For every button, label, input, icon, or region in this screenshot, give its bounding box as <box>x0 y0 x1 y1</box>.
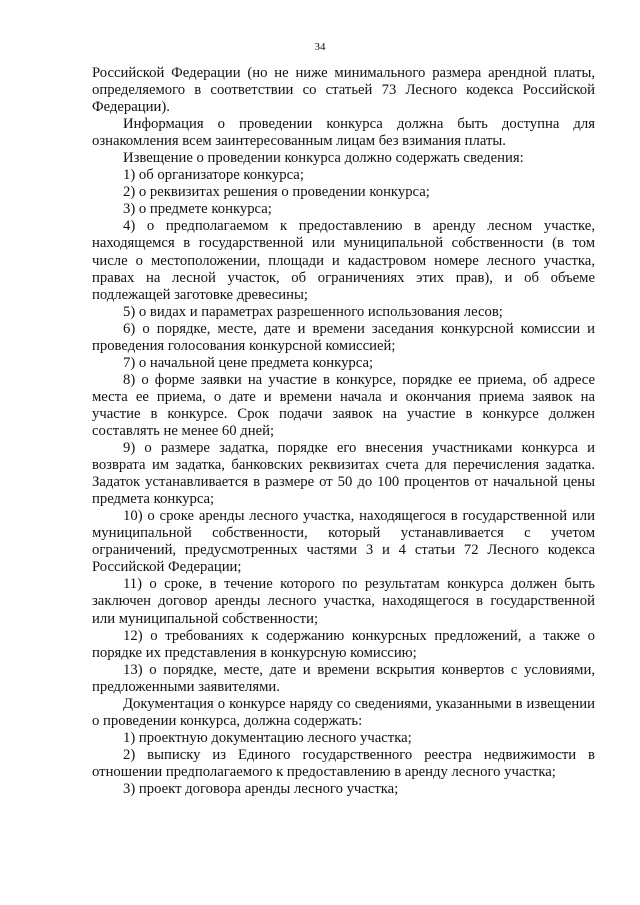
paragraph: Информация о проведении конкурса должна быть доступна для ознакомления всем заинтересованным лицам без взимания платы. <box>92 116 595 150</box>
list-item: 10) о сроке аренды лесного участка, находящегося в государственной или муниципальной собственности, который устанавливается с учетом ограничений, предусмотренных частями 3 и 4 статьи 72 Лесного кодекса Российской Федерации; <box>92 508 595 576</box>
list-item: 1) об организаторе конкурса; <box>123 167 304 184</box>
page-number: 34 <box>314 41 326 53</box>
list-item: 5) о видах и параметрах разрешенного использования лесов; <box>123 303 503 320</box>
list-item: 3) проект договора аренды лесного участка; <box>123 780 399 797</box>
list-item: 1) проектную документацию лесного участка; <box>123 729 412 746</box>
list-item: 8) о форме заявки на участие в конкурсе, порядке ее приема, об адресе места ее приема, о дате и времени начала и окончания приема заявок на участие в конкурсе. Срок подачи заявок на участие в конкурсе должен составлять не менее 60 дней; <box>92 371 595 439</box>
list-item: 2) о реквизитах решения о проведении конкурса; <box>123 184 430 201</box>
list-item: 9) о размере задатка, порядке его внесения участниками конкурса и возврата им задатка, банковских реквизитах счета для перечисления задатка. Задаток устанавливается в размере от 50 до 100 процентов от начальной цены предмета конкурса; <box>92 440 595 508</box>
list-item: 12) о требованиях к содержанию конкурсных предложений, а также о порядке их представления в конкурсную комиссию; <box>92 627 595 661</box>
list-item: 6) о порядке, месте, дате и времени заседания конкурсной комиссии и проведения голосования конкурсной комиссией; <box>92 320 595 354</box>
paragraph: Извещение о проведении конкурса должно содержать сведения: <box>123 150 524 167</box>
paragraph-continuation: Российской Федерации (но не ниже минимального размера арендной платы, определяемого в соответствии со статьей 73 Лесного кодекса Российской Федерации). <box>92 65 595 116</box>
list-item: 7) о начальной цене предмета конкурса; <box>123 354 374 371</box>
list-item: 4) о предполагаемом к предоставлению в аренду лесном участке, находящемся в государственной или муниципальной собственности (в том числе о местоположении, площади и кадастровом номере лесного участка, правах на лесной участок, об ограничениях этих прав), и об объеме подлежащей заготовке древесины; <box>92 218 595 303</box>
list-item: 3) о предмете конкурса; <box>123 201 272 218</box>
list-item: 11) о сроке, в течение которого по результатам конкурса должен быть заключен договор аренды лесного участка, находящегося в государственной или муниципальной собственности; <box>92 576 595 627</box>
paragraph: Документация о конкурсе наряду со сведениями, указанными в извещении о проведении конкурса, должна содержать: <box>92 695 595 729</box>
document-body <box>92 65 595 798</box>
list-item: 13) о порядке, месте, дате и времени вскрытия конвертов с условиями, предложенными заявителями. <box>92 661 595 695</box>
list-item: 2) выписку из Единого государственного реестра недвижимости в отношении предполагаемого к предоставлению в аренду лесного участка; <box>92 746 595 780</box>
